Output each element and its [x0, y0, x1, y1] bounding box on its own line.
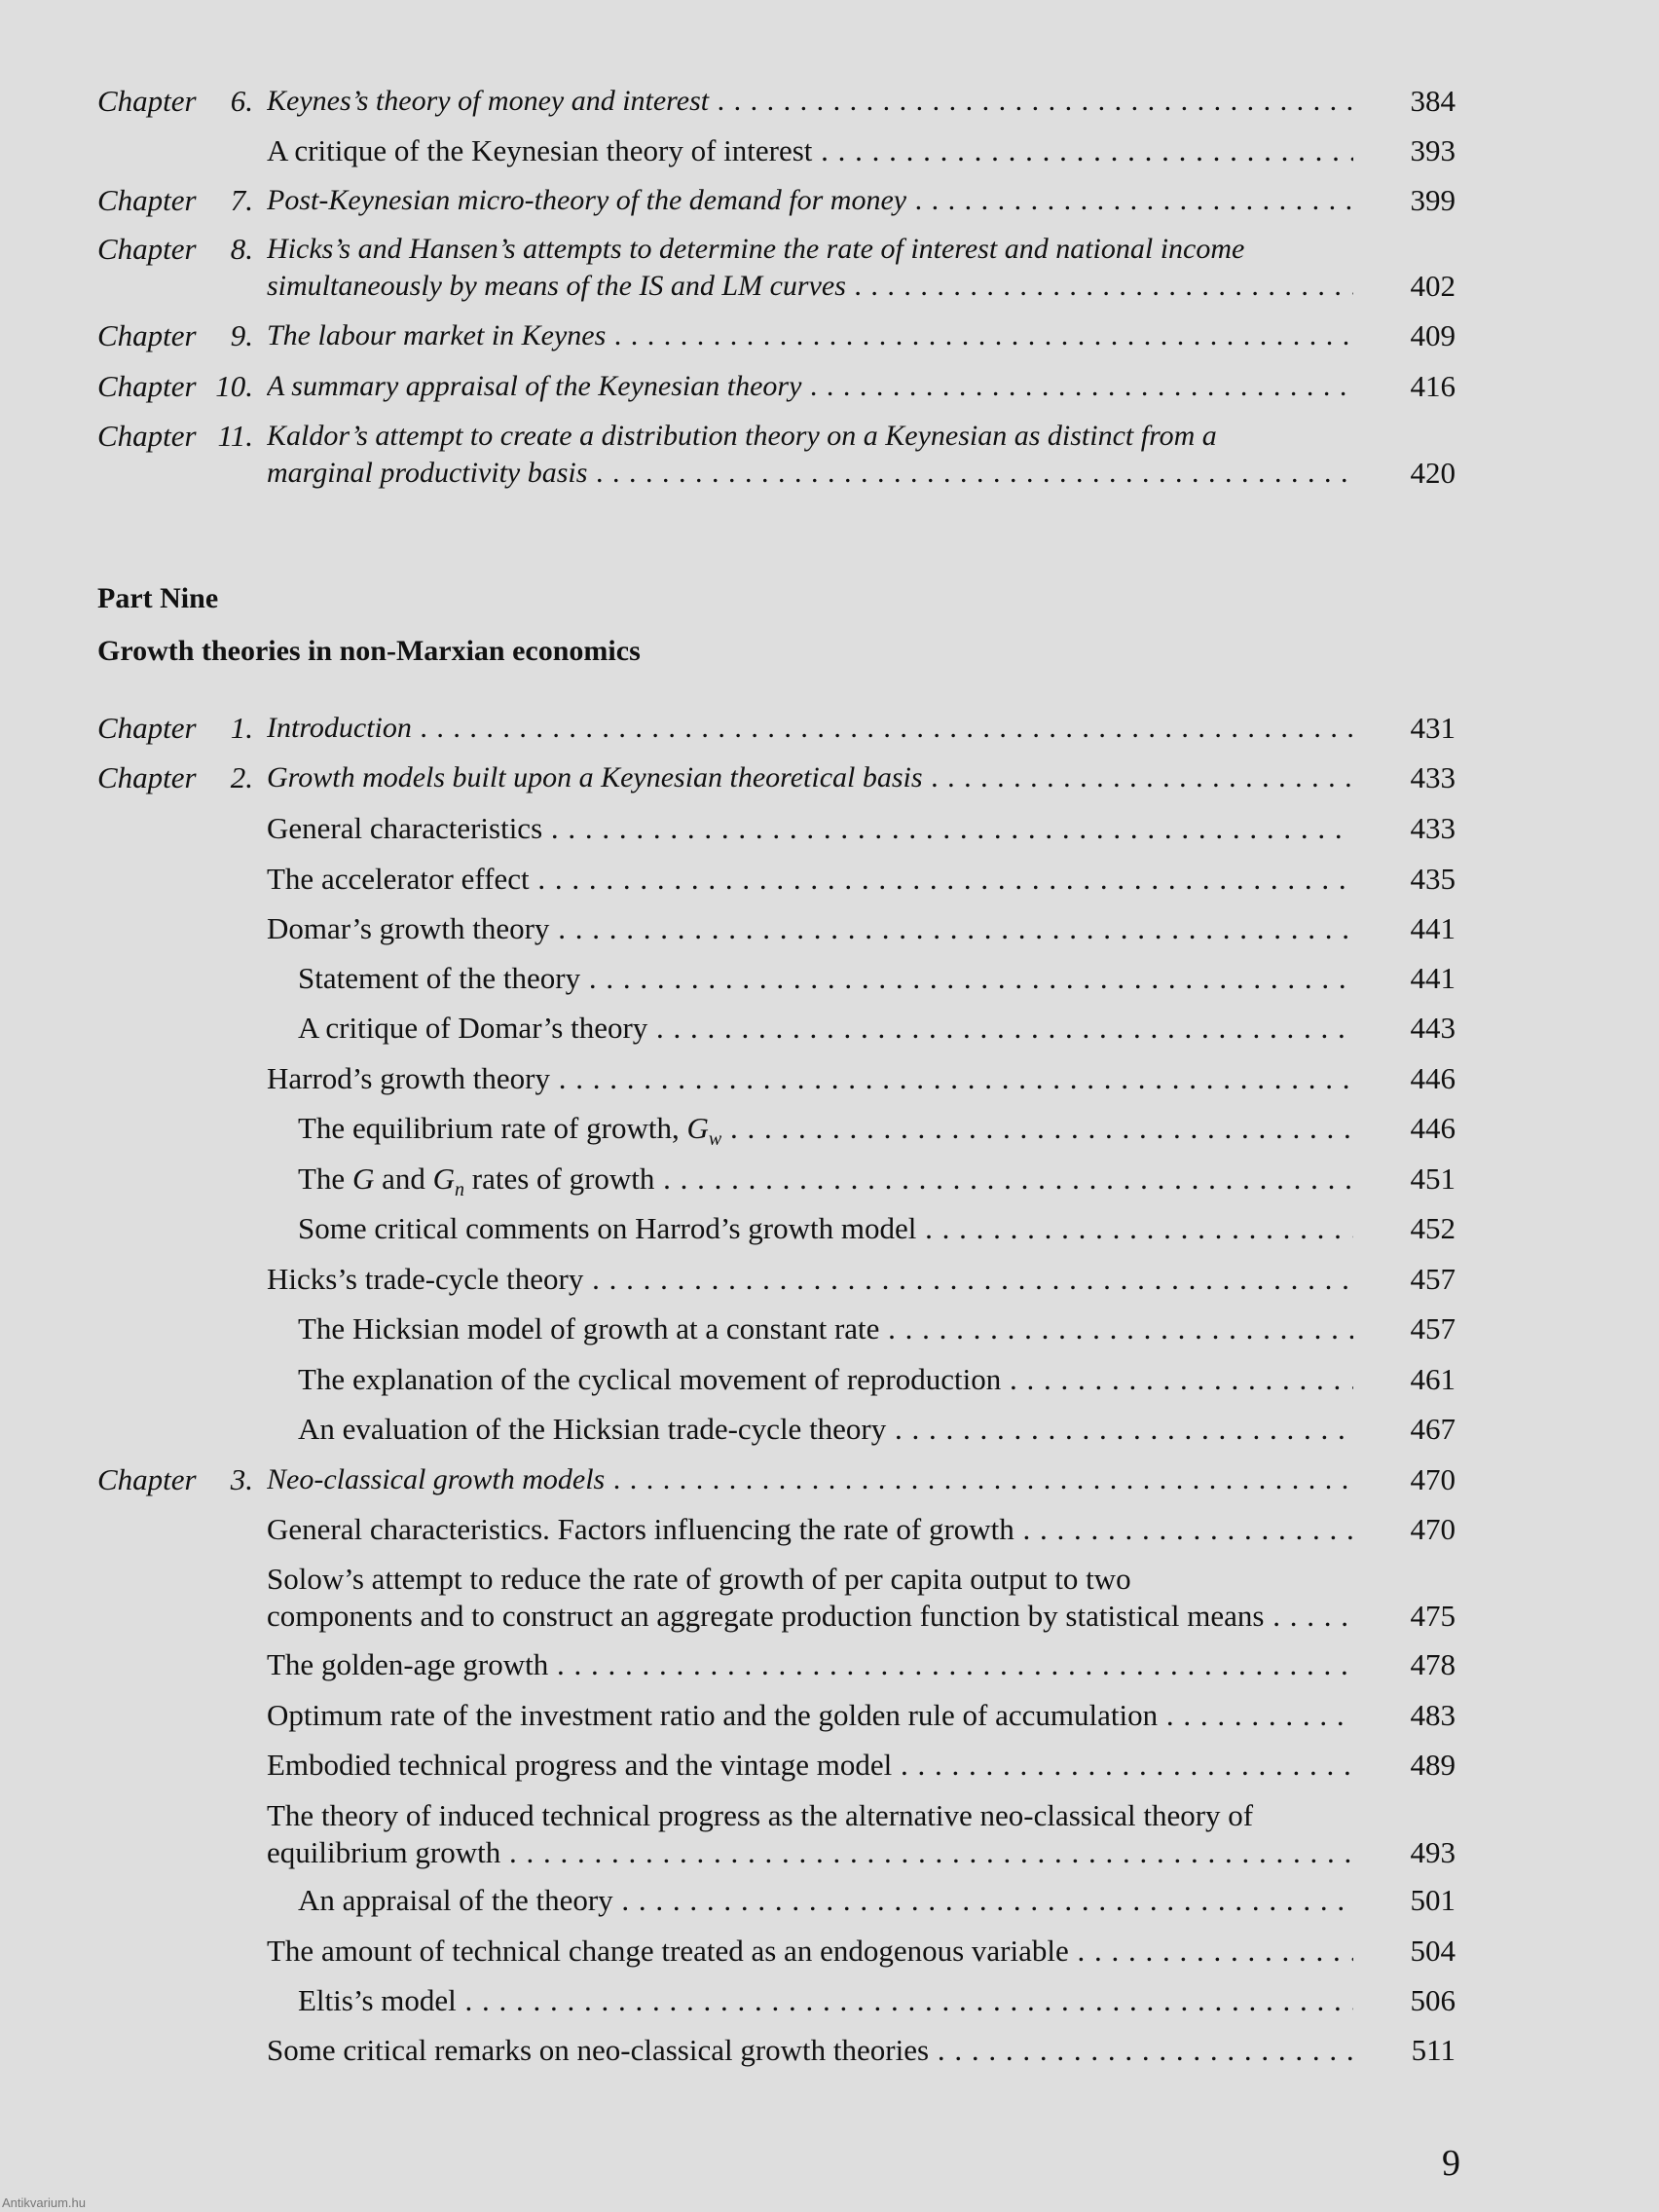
toc-entry — [0, 2031, 1659, 2109]
toc-entry — [0, 1796, 1659, 1874]
toc-title-line: Eltis’s model . . . — [298, 1981, 1353, 2020]
toc-title-line: equilibrium growth . . . — [267, 1833, 1353, 1872]
page-ref: 470 — [1410, 1512, 1456, 1546]
page-ref: 431 — [1410, 711, 1456, 745]
toc-entry-title — [267, 131, 1353, 170]
page-ref: 511 — [1411, 2033, 1456, 2067]
page-ref: 461 — [1410, 1362, 1456, 1396]
chapter-label: Chapter — [97, 232, 197, 266]
toc-title-line: components and to construct an aggregate production function by statistical means . . . — [267, 1597, 1353, 1636]
toc-entry — [0, 230, 1659, 308]
chapter-label: Chapter — [97, 84, 197, 118]
page-ref: 435 — [1410, 862, 1456, 896]
toc-entry-title — [267, 758, 1353, 797]
toc-entry-title — [267, 1645, 1353, 1684]
chapter-number: 9. — [230, 318, 253, 352]
toc-entry — [0, 417, 1659, 495]
toc-title-line: An appraisal of the theory . . . — [298, 1881, 1353, 1920]
toc-title-line: simultaneously by means of the IS and LM curves . . . — [267, 267, 1353, 306]
toc-entry-title — [298, 1309, 1353, 1348]
toc-entry-title — [267, 1510, 1353, 1549]
chapter-label: Chapter — [97, 419, 197, 453]
chapter-label: Chapter — [97, 183, 197, 217]
toc-entry-title — [267, 1260, 1353, 1299]
page-ref: 402 — [1410, 269, 1456, 303]
toc-entry-title — [267, 1059, 1353, 1098]
page-ref: 475 — [1410, 1599, 1456, 1633]
page-ref: 384 — [1410, 84, 1456, 118]
chapter-label: Chapter — [97, 369, 197, 403]
page-ref: 451 — [1410, 1161, 1456, 1196]
toc-title-line: Introduction . . . — [267, 709, 1353, 748]
toc-entry-title — [298, 959, 1353, 998]
page-ref: 433 — [1410, 760, 1456, 794]
page-ref: 493 — [1410, 1835, 1456, 1869]
toc-title-line: General characteristics. Factors influencing the rate of growth . . . — [267, 1510, 1353, 1549]
page-ref: 506 — [1410, 1983, 1456, 2017]
page-ref: 409 — [1410, 318, 1456, 352]
toc-title-line: Neo-classical growth models . . . — [267, 1460, 1353, 1499]
page-ref: 399 — [1410, 183, 1456, 217]
toc-entry-title — [298, 1009, 1353, 1048]
toc-entry-title — [298, 1881, 1353, 1920]
toc-title-line: Solow’s attempt to reduce the rate of growth of per capita output to two — [267, 1562, 1131, 1596]
toc-title-line: A critique of the Keynesian theory of interest . . . — [267, 131, 1353, 170]
toc-title-line: Hicks’s and Hansen’s attempts to determine the rate of interest and national income — [267, 233, 1245, 265]
page-ref: 433 — [1410, 811, 1456, 845]
toc-title-line: The explanation of the cyclical movement of reproduction . . . — [298, 1360, 1353, 1399]
page-ref: 443 — [1410, 1011, 1456, 1045]
toc-title-line: The golden-age growth . . . — [267, 1645, 1353, 1684]
chapter-label: Chapter — [97, 318, 197, 352]
toc-entry-title — [267, 417, 1353, 493]
page-ref: 441 — [1410, 961, 1456, 995]
toc-title-line: Domar’s growth theory . . . — [267, 909, 1353, 948]
chapter-number: 10. — [215, 369, 253, 403]
toc-entry-title — [267, 1746, 1353, 1785]
toc-entry-title — [298, 1410, 1353, 1449]
toc-title-line: A summary appraisal of the Keynesian theory . . . — [267, 367, 1353, 406]
toc-title-line: The G and $G_n$ rates of growth . . . — [298, 1160, 1353, 1198]
page-ref: 393 — [1410, 133, 1456, 167]
toc-title-line: Keynes’s theory of money and interest . . . — [267, 82, 1353, 121]
toc-title-line: An evaluation of the Hicksian trade-cycle theory . . . — [298, 1410, 1353, 1449]
page-ref: 457 — [1410, 1262, 1456, 1296]
toc-title-line: Statement of the theory . . . — [298, 959, 1353, 998]
part-heading: Part Nine — [97, 582, 219, 614]
toc-entry-title — [298, 1109, 1353, 1148]
page-ref: 446 — [1410, 1111, 1456, 1145]
chapter-number: 7. — [230, 183, 253, 217]
toc-title-line: Some critical comments on Harrod’s growth model . . . — [298, 1209, 1353, 1248]
toc-entry-title — [267, 1796, 1353, 1872]
page-number: 9 — [1442, 2143, 1460, 2184]
toc-entry-title — [267, 367, 1353, 406]
toc-title-line: Optimum rate of the investment ratio and the golden rule of accumulation . . . — [267, 1696, 1353, 1735]
page-ref: 467 — [1410, 1412, 1456, 1446]
toc-entry-title — [267, 1460, 1353, 1499]
toc-entry-title — [267, 1932, 1353, 1971]
toc-entry-title — [267, 860, 1353, 899]
toc-entry-title — [267, 709, 1353, 748]
toc-entry-title — [267, 809, 1353, 848]
page-ref: 416 — [1410, 369, 1456, 403]
chapter-number: 1. — [230, 711, 253, 745]
page-ref: 452 — [1410, 1211, 1456, 1245]
page-ref: 504 — [1410, 1934, 1456, 1968]
toc-entry-title — [298, 1360, 1353, 1399]
toc-title-line: marginal productivity basis . . . — [267, 454, 1353, 493]
page-ref: 457 — [1410, 1311, 1456, 1346]
toc-title-line: General characteristics . . . — [267, 809, 1353, 848]
toc-entry-title — [267, 2031, 1353, 2070]
page-ref: 489 — [1410, 1748, 1456, 1782]
toc-title-line: The labour market in Keynes . . . — [267, 316, 1353, 355]
toc-title-line: The accelerator effect . . . — [267, 860, 1353, 899]
page-ref: 446 — [1410, 1061, 1456, 1095]
page-ref: 420 — [1410, 456, 1456, 490]
toc-title-line: Growth models built upon a Keynesian theoretical basis . . . — [267, 758, 1353, 797]
toc-title-line: Post-Keynesian micro-theory of the demand for money . . . — [267, 181, 1353, 220]
chapter-label: Chapter — [97, 1462, 197, 1496]
toc-entry-title — [298, 1981, 1353, 2020]
chapter-number: 11. — [217, 419, 253, 453]
page-ref: 483 — [1410, 1698, 1456, 1732]
chapter-number: 3. — [230, 1462, 253, 1496]
toc-entry-title — [267, 1560, 1353, 1636]
chapter-number: 6. — [230, 84, 253, 118]
toc-entry-title — [267, 316, 1353, 355]
toc-title-line: Harrod’s growth theory . . . — [267, 1059, 1353, 1098]
page-ref: 470 — [1410, 1462, 1456, 1496]
chapter-number: 2. — [230, 760, 253, 794]
toc-entry-title — [267, 1696, 1353, 1735]
chapter-label: Chapter — [97, 711, 197, 745]
toc-entry-title — [298, 1160, 1353, 1198]
watermark: Antikvarium.hu — [2, 2195, 86, 2210]
page-ref: 501 — [1410, 1883, 1456, 1917]
toc-title-line: The equilibrium rate of growth, $G_w$ . . . — [298, 1109, 1353, 1148]
toc-entry-title — [267, 82, 1353, 121]
part-subheading: Growth theories in non-Marxian economics — [97, 635, 641, 667]
chapter-label: Chapter — [97, 760, 197, 794]
toc-title-line: The Hicksian model of growth at a constant rate . . . — [298, 1309, 1353, 1348]
toc-entry-title — [267, 230, 1353, 306]
toc-entry-title — [298, 1209, 1353, 1248]
toc-title-line: A critique of Domar’s theory . . . — [298, 1009, 1353, 1048]
toc-title-line: The theory of induced technical progress as the alternative neo-classical theory of — [267, 1798, 1254, 1832]
chapter-number: 8. — [230, 232, 253, 266]
toc-title-line: Kaldor’s attempt to create a distribution theory on a Keynesian as distinct from a — [267, 420, 1217, 452]
toc-entry — [0, 1560, 1659, 1638]
page-ref: 441 — [1410, 911, 1456, 945]
toc-title-line: Hicks’s trade-cycle theory . . . — [267, 1260, 1353, 1299]
toc-entry-title — [267, 181, 1353, 220]
toc-title-line: Embodied technical progress and the vintage model . . . — [267, 1746, 1353, 1785]
toc-title-line: The amount of technical change treated as an endogenous variable . . . — [267, 1932, 1353, 1971]
toc-title-line: Some critical remarks on neo-classical growth theories . . . — [267, 2031, 1353, 2070]
toc-entry-title — [267, 909, 1353, 948]
page-ref: 478 — [1410, 1647, 1456, 1681]
